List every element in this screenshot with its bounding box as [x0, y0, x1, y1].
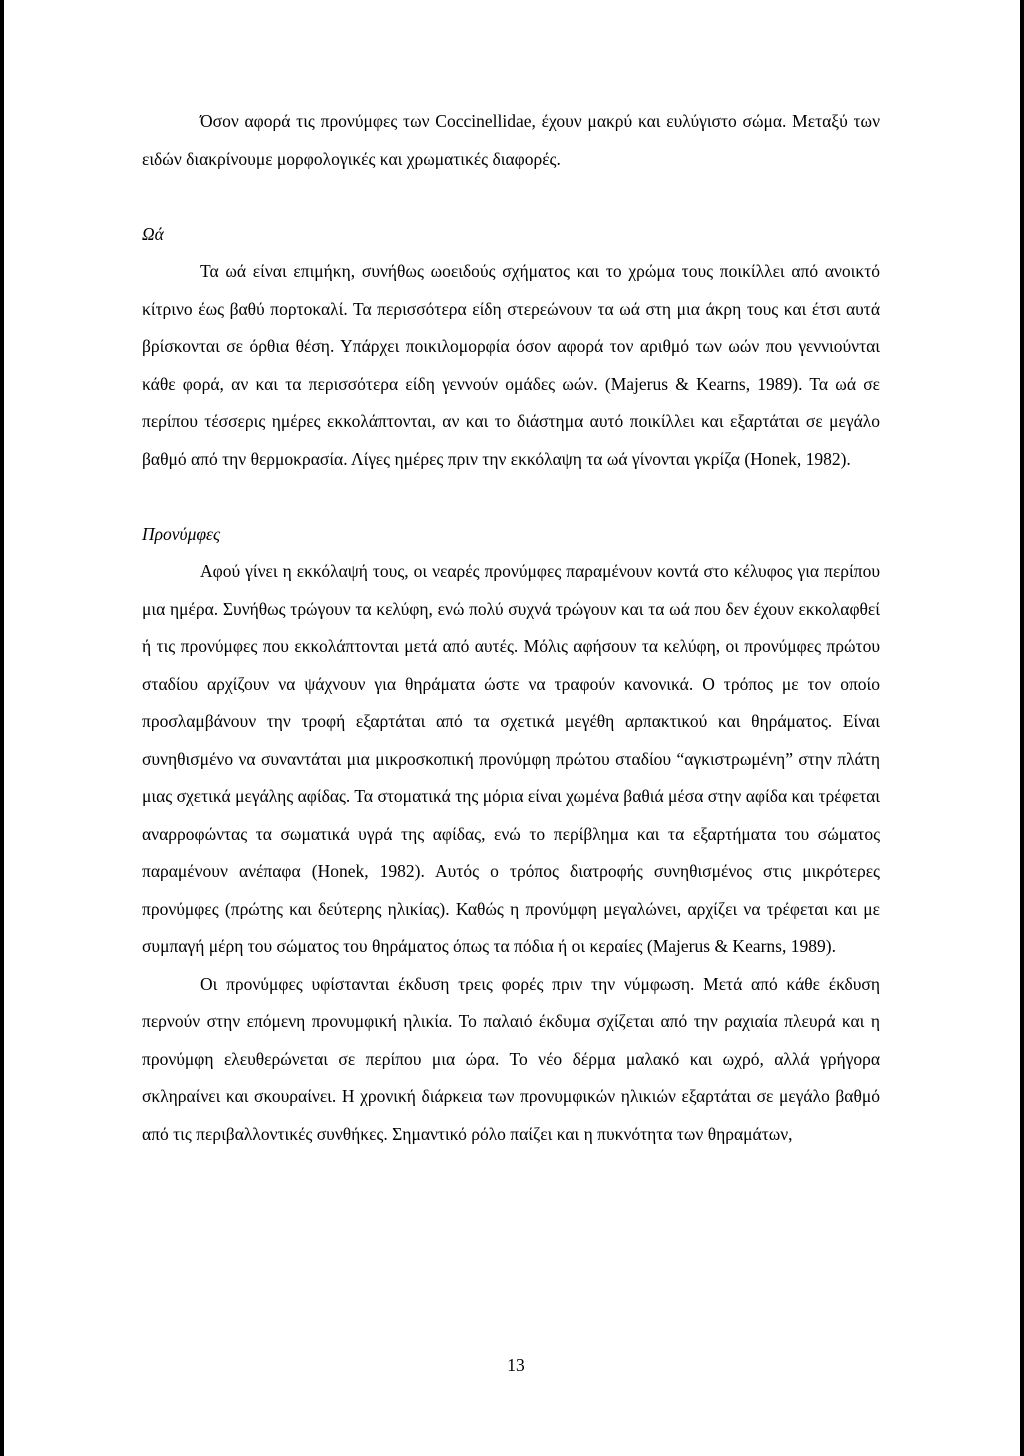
larvae-paragraph-1: Αφού γίνει η εκκόλαψή τους, οι νεαρές προνύμφες παραμένουν κοντά στο κέλυφος για περίπου μια ημέρα. Συνήθως τρώγουν τα κελύφη, ενώ πολύ συχνά τρώγουν και τα ωά που δεν έχουν εκκολαφθεί ή τις προνύμφες που εκκολάπτονται μετά από αυτές. Μόλις αφήσουν τα κελύφη, οι προνύμφες πρώτου σταδίου αρχίζουν να ψάχνουν για θηράματα ώστε να τραφούν κανονικά. Ο τρόπος με τον οποίο προσλαμβάνουν την τροφή εξαρτάται από τα σχετικά μεγέθη αρπακτικού και θηράματος. Είναι συνηθισμένο να συναντάται μια μικροσκοπική προνύμφη πρώτου σταδίου “αγκιστρωμένη” στην πλάτη μιας σχετικά μεγάλης αφίδας. Τα στοματικά της μόρια είναι χωμένα βαθιά μέσα στην αφίδα και τρέφεται αναρροφώντας τα σωματικά υγρά της αφίδας, ενώ το περίβλημα και τα εξαρτήματα του σώματος παραμένουν ανέπαφα (Honek, 1982). Αυτός ο τρόπος διατροφής συνηθισμένος στις μικρότερες προνύμφες (πρώτης και δεύτερης ηλικίας). Καθώς η προνύμφη μεγαλώνει, αρχίζει να τρέφεται και με συμπαγή μέρη του σώματος του θηράματος όπως τα πόδια ή οι κεραίες (Majerus & Kearns, 1989).: [142, 561, 880, 956]
section-heading-eggs: Ωά: [142, 223, 164, 244]
page-content: [142, 103, 880, 1153]
section-heading-larvae: Προνύμφες: [142, 523, 221, 544]
page-number: 13: [507, 1355, 525, 1375]
larvae-paragraph-2: Οι προνύμφες υφίστανται έκδυση τρεις φορές πριν την νύμφωση. Μετά από κάθε έκδυση περνούν στην επόμενη προνυμφική ηλικία. Το παλαιό έκδυμα σχίζεται από την ραχιαία πλευρά και η προνύμφη ελευθερώνεται σε περίπου μια ώρα. Το νέο δέρμα μαλακό και ωχρό, αλλά γρήγορα σκληραίνει και σκουραίνει. Η χρονική διάρκεια των προνυμφικών ηλικιών εξαρτάται σε μεγάλο βαθμό από τις περιβαλλοντικές συνθήκες. Σημαντικό ρόλο παίζει και η πυκνότητα των θηραμάτων,: [142, 973, 880, 1144]
spacer: [142, 178, 880, 216]
intro-paragraph: Όσον αφορά τις προνύμφες των Coccinellidae, έχουν μακρύ και ευλύγιστο σώμα. Μεταξύ των ειδών διακρίνουμε μορφολογικές και χρωματικές διαφορές.: [142, 111, 880, 169]
eggs-paragraph: Τα ωά είναι επιμήκη, συνήθως ωοειδούς σχήματος και το χρώμα τους ποικίλλει από ανοικτό κίτρινο έως βαθύ πορτοκαλί. Τα περισσότερα είδη στερεώνουν τα ωά στη μια άκρη τους και έτσι αυτά βρίσκονται σε όρθια θέση. Υπάρχει ποικιλομορφία όσον αφορά τον αριθμό των ωών που γεννιούνται κάθε φορά, αν και τα περισσότερα είδη γεννούν ομάδες ωών. (Majerus & Kearns, 1989). Τα ωά σε περίπου τέσσερις ημέρες εκκολάπτονται, αν και το διάστημα αυτό ποικίλλει και εξαρτάται σε μεγάλο βαθμό από την θερμοκρασία. Λίγες ημέρες πριν την εκκόλαψη τα ωά γίνονται γκρίζα (Honek, 1982).: [142, 261, 880, 469]
spacer: [142, 478, 880, 516]
